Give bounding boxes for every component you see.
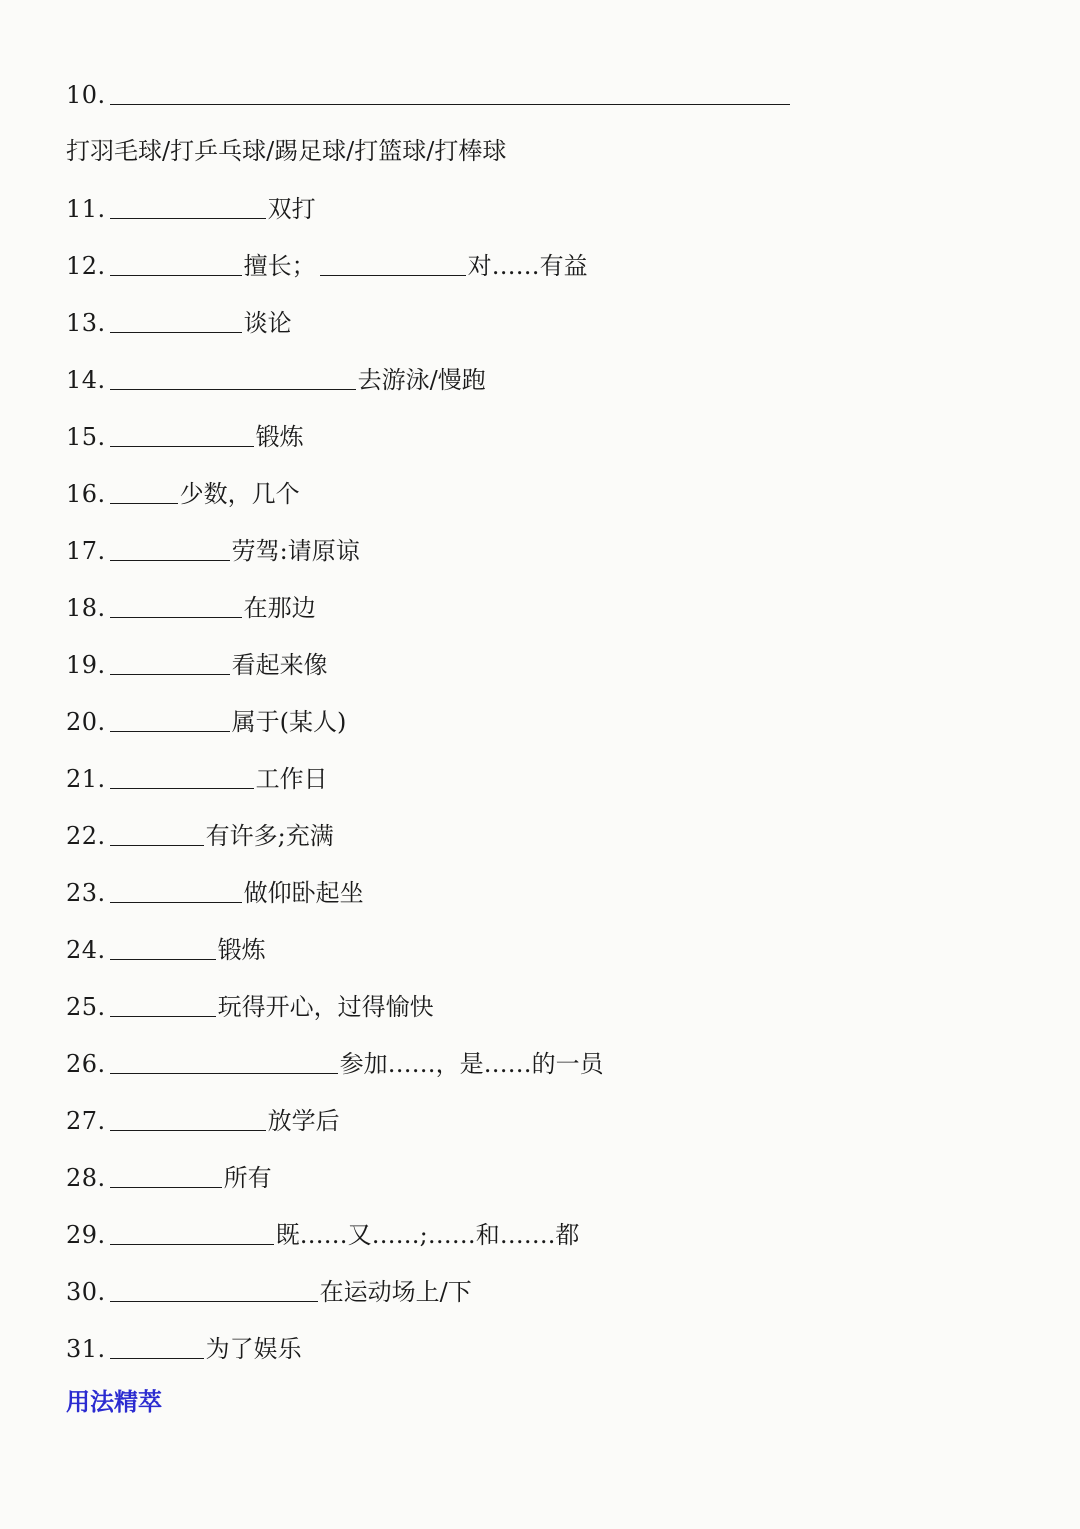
item-number: 25. xyxy=(66,993,106,1021)
answer-blank[interactable] xyxy=(110,1330,204,1359)
item-number: 28. xyxy=(66,1164,106,1192)
fill-item-17 xyxy=(66,530,360,570)
answer-blank[interactable] xyxy=(110,247,242,276)
fill-item-30 xyxy=(66,1271,472,1311)
answer-blank[interactable] xyxy=(110,190,266,219)
answer-blank[interactable] xyxy=(110,361,356,390)
item-meaning: 所有 xyxy=(223,1164,272,1192)
fill-item-12 xyxy=(66,245,588,285)
item-meaning: 双打 xyxy=(267,195,316,223)
item-number: 22. xyxy=(66,822,106,850)
answer-blank[interactable] xyxy=(110,1045,338,1074)
item-meaning: 谈论 xyxy=(243,309,292,337)
item-number: 13. xyxy=(66,309,106,337)
answer-blank-2[interactable] xyxy=(320,247,466,276)
item-number: 12. xyxy=(66,252,106,280)
answer-blank[interactable] xyxy=(110,703,230,732)
item-number: 17. xyxy=(66,537,106,565)
answer-blank[interactable] xyxy=(110,532,230,561)
item-meaning: 擅长； xyxy=(243,252,316,280)
item-number: 23. xyxy=(66,879,106,907)
item-meaning: 做仰卧起坐 xyxy=(243,879,364,907)
answer-blank[interactable] xyxy=(110,418,254,447)
item-number: 19. xyxy=(66,651,106,679)
item-meaning: 为了娱乐 xyxy=(205,1335,302,1363)
fill-item-26 xyxy=(66,1043,604,1083)
item-meaning: 劳驾:请原谅 xyxy=(231,537,360,565)
fill-item-16 xyxy=(66,473,300,513)
answer-blank[interactable] xyxy=(110,1216,274,1245)
item-meaning-2: 对……有益 xyxy=(467,252,588,280)
item-number: 15. xyxy=(66,423,106,451)
item-meaning: 锻炼 xyxy=(217,936,266,964)
answer-blank[interactable] xyxy=(110,646,230,675)
fill-item-20 xyxy=(66,701,346,741)
item-meaning: 在那边 xyxy=(243,594,316,622)
item-number: 27. xyxy=(66,1107,106,1135)
fill-item-21 xyxy=(66,758,328,798)
answer-blank[interactable] xyxy=(110,931,216,960)
item-meaning: 玩得开心，过得愉快 xyxy=(217,993,434,1021)
item-meaning: 锻炼 xyxy=(255,423,304,451)
fill-item-25 xyxy=(66,986,434,1026)
fill-item-11 xyxy=(66,188,316,228)
fill-item-15 xyxy=(66,416,304,456)
item-meaning: 少数，几个 xyxy=(179,480,300,508)
item-meaning: 工作日 xyxy=(255,765,328,793)
section-heading: 用法精萃 xyxy=(66,1388,162,1416)
fill-item-14 xyxy=(66,359,486,399)
answer-blank[interactable] xyxy=(110,304,242,333)
fill-item-18 xyxy=(66,587,316,627)
item-meaning: 参加……，是……的一员 xyxy=(339,1050,604,1078)
item-number: 20. xyxy=(66,708,106,736)
fill-item-29 xyxy=(66,1214,579,1254)
item-number: 30. xyxy=(66,1278,106,1306)
answer-blank[interactable] xyxy=(110,817,204,846)
item-meaning: 既……又……;……和…….都 xyxy=(275,1221,580,1249)
answer-blank[interactable] xyxy=(110,76,790,105)
answer-blank[interactable] xyxy=(110,760,254,789)
fill-item-22 xyxy=(66,815,334,855)
item-number: 14. xyxy=(66,366,106,394)
fill-item-31 xyxy=(66,1328,302,1368)
item-number: 21. xyxy=(66,765,106,793)
fill-item-23 xyxy=(66,872,364,912)
item-meaning: 在运动场上/下 xyxy=(319,1278,472,1306)
answer-blank[interactable] xyxy=(110,1273,318,1302)
answer-blank[interactable] xyxy=(110,1159,222,1188)
answer-blank[interactable] xyxy=(110,589,242,618)
answer-blank[interactable] xyxy=(110,988,216,1017)
item-meaning: 有许多;充满 xyxy=(205,822,334,850)
item-meaning: 看起来像 xyxy=(231,651,328,679)
fill-item-10 xyxy=(66,74,792,114)
answer-blank[interactable] xyxy=(110,475,178,504)
item-number: 26. xyxy=(66,1050,106,1078)
fill-item-24 xyxy=(66,929,266,969)
item-number: 18. xyxy=(66,594,106,622)
item-number: 16. xyxy=(66,480,106,508)
item-meaning: 属于(某人) xyxy=(231,708,347,736)
fill-item-13 xyxy=(66,302,292,342)
item-number: 29. xyxy=(66,1221,106,1249)
answer-blank[interactable] xyxy=(110,874,242,903)
item-number: 10. xyxy=(66,81,106,109)
item-meaning: 去游泳/慢跑 xyxy=(357,366,486,394)
fill-item-19 xyxy=(66,644,328,684)
answer-blank[interactable] xyxy=(110,1102,266,1131)
sports-phrases: 打羽毛球/打乒乓球/踢足球/打篮球/打棒球 xyxy=(66,137,507,165)
item-meaning: 放学后 xyxy=(267,1107,340,1135)
item-number: 11. xyxy=(66,195,106,223)
fill-item-28 xyxy=(66,1157,272,1197)
item-number: 24. xyxy=(66,936,106,964)
fill-item-27 xyxy=(66,1100,340,1140)
item-number: 31. xyxy=(66,1335,106,1363)
